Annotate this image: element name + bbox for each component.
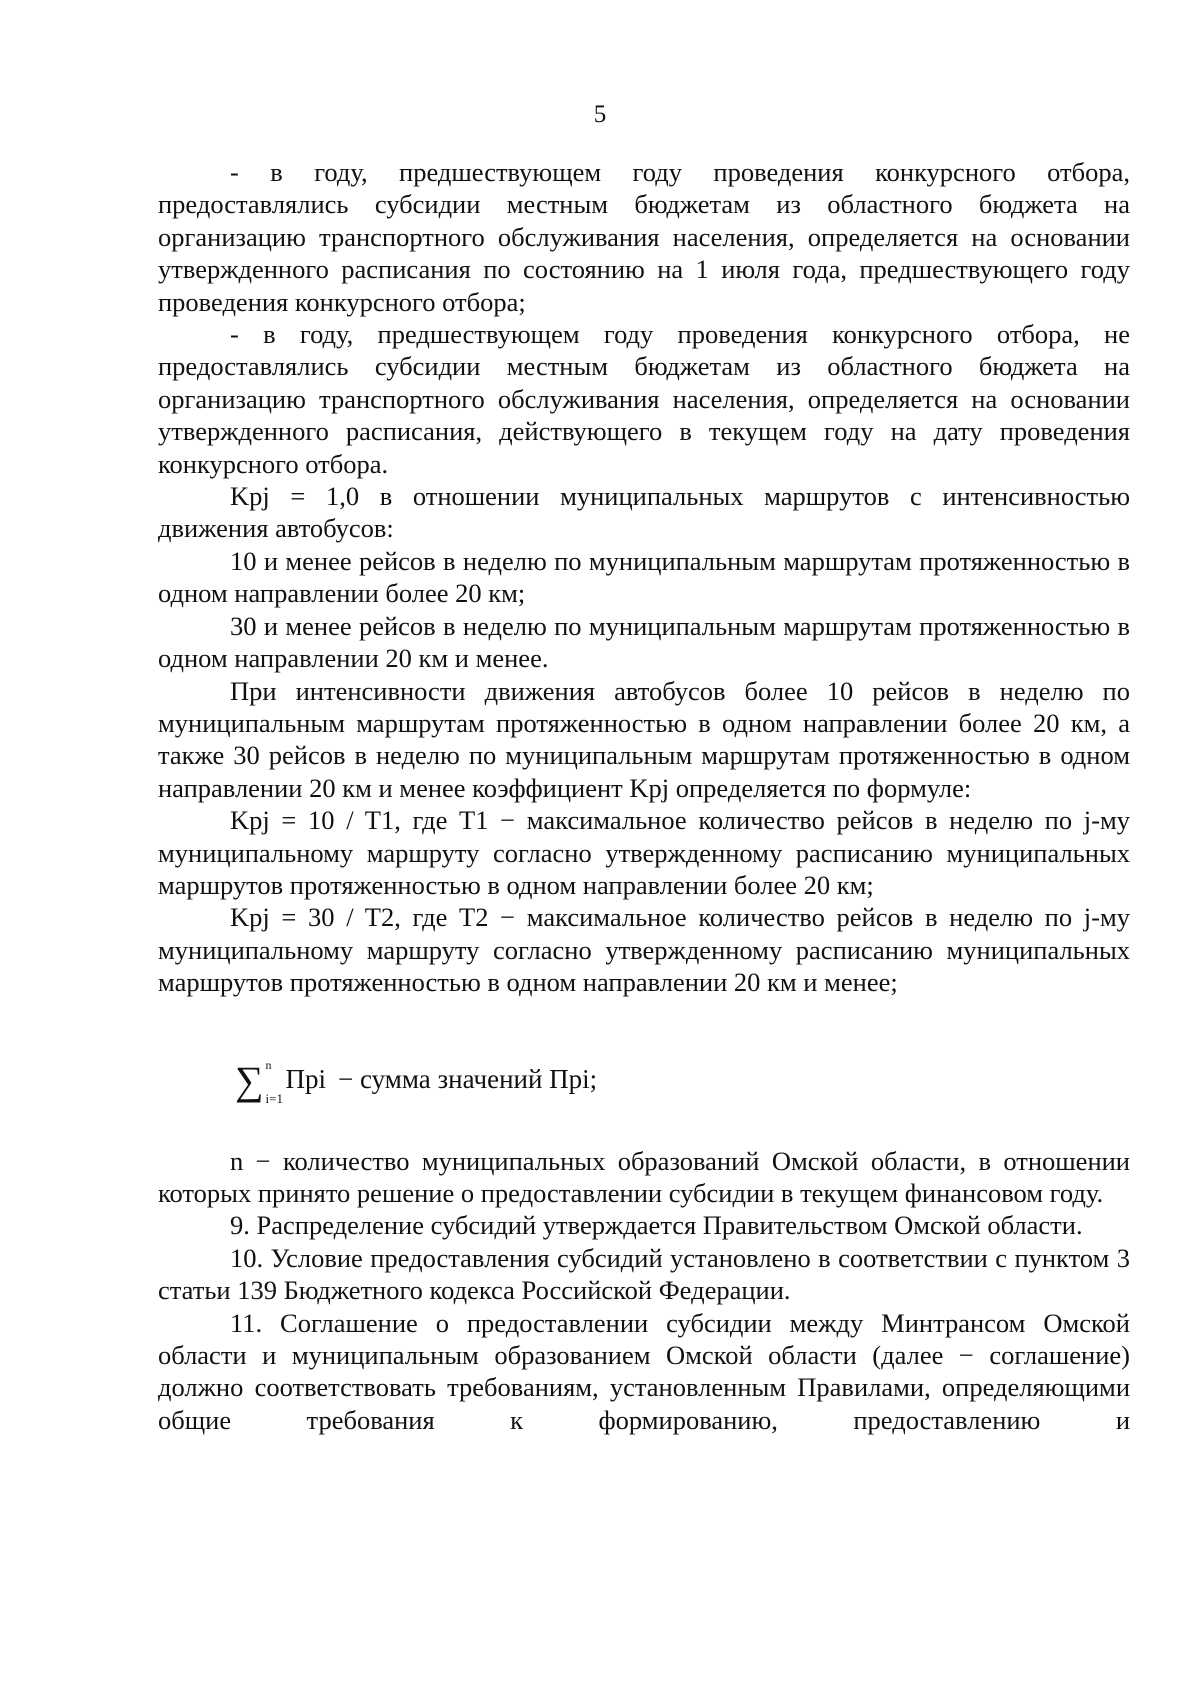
paragraph: 9. Распределение субсидий утверждается Правительством Омской области. [230, 1210, 1083, 1241]
sum-limits [264, 1058, 286, 1107]
paragraph: 10 и менее рейсов в неделю по муниципальным маршрутам протяженностью в одном направлении более 20 км; [158, 545, 1130, 609]
paragraph: - в году, предшествующем году проведения конкурсного отбора, предоставлялись субсидии местным бюджетам из областного бюджета на организацию транспортного обслуживания населения, определяется на основании утвержденного расписания по состоянию на 1 июля года, предшествующего году проведения конкурсного отбора; [158, 157, 1130, 317]
paragraph: n − количество муниципальных образований Омской области, в отношении которых принято решение о предоставлении субсидии в текущем финансовом году. [158, 1145, 1130, 1208]
paragraph: Kpj = 30 / T2, где T2 − максимальное количество рейсов в неделю по j-му муниципальному маршруту согласно утвержденному расписанию муниципальных маршрутов протяженностью в одном направлении 20 км и менее; [158, 902, 1130, 998]
paragraph: - в году, предшествующем году проведения конкурсного отбора, не предоставлялись субсидии местным бюджетам из областного бюджета на организацию транспортного обслуживания населения, определяется на основании утвержденного расписания, действующего в текущем году на дату проведения конкурсного отбора. [158, 319, 1130, 479]
paragraph: 11. Соглашение о предоставлении субсидии между Минтрансом Омской области и муниципальным образованием Омской области (далее − соглашение) должно соответствовать требованиям, установленным Правилами, определяющими общие требования к формированию, предоставлению и [158, 1307, 1130, 1435]
sum-upper-limit: n [265, 1058, 272, 1073]
paragraph: 30 и менее рейсов в неделю по муниципальным маршрутам протяженностью в одном направлении 20 км и менее. [158, 610, 1130, 674]
paragraph: При интенсивности движения автобусов более 10 рейсов в неделю по муниципальным маршрутам протяженностью в одном направлении более 20 км, а также 30 рейсов в неделю по муниципальным маршрутам протяженностью в одном направлении 20 км и менее коэффициент Kpj определяется по формуле: [158, 675, 1130, 803]
paragraph: 10. Условие предоставления субсидий установлено в соответствии с пунктом 3 статьи 139 Бюджетного кодекса Российской Федерации. [158, 1242, 1130, 1306]
sum-variable: Пpi [285, 1063, 327, 1094]
document-body [158, 156, 1130, 1436]
sum-lower-limit: i=1 [265, 1091, 283, 1107]
page-number: 5 [593, 101, 607, 128]
sigma-symbol: ∑ [235, 1057, 264, 1103]
paragraph: Kpj = 10 / T1, где T1 − максимальное количество рейсов в неделю по j-му муниципальному маршруту согласно утвержденному расписанию муниципальных маршрутов протяженностью в одном направлении более 20 км; [158, 805, 1130, 900]
paragraph: Kpj = 1,0 в отношении муниципальных маршрутов с интенсивностью движения автобусов: [158, 481, 1130, 544]
sum-description: − сумма значений Пpi; [338, 1063, 598, 1094]
sum-formula [158, 999, 1130, 1145]
sum-expression [235, 1057, 598, 1107]
